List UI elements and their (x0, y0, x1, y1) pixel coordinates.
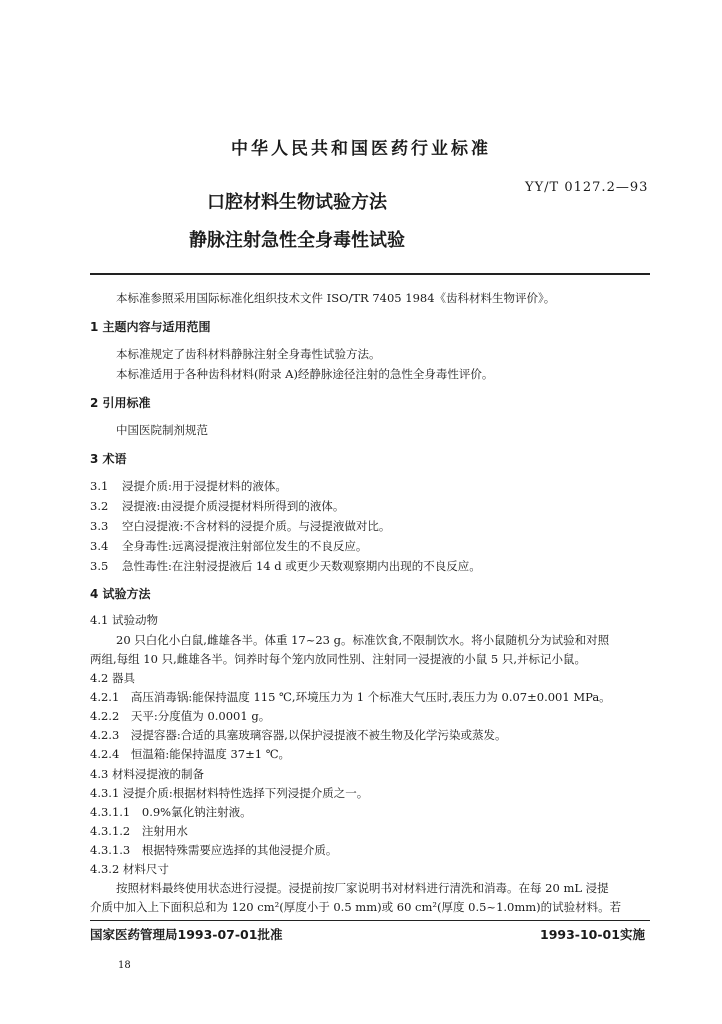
medium-item (90, 804, 252, 820)
apparatus-text: 恒温箱:能保持温度 37±1 ℃。 (130, 747, 291, 761)
term-number: 3.1 (90, 479, 109, 493)
term-number: 3.2 (90, 499, 109, 513)
standard-code: YY/T 0127.2—93 (525, 180, 649, 195)
medium-number: 4.3.1.1 (90, 805, 131, 819)
page-number: 18 (118, 960, 131, 971)
term-text: 全身毒性:远离浸提液注射部位发生的不良反应。 (121, 539, 368, 553)
term-number: 3.4 (90, 539, 109, 553)
subsection-4-1-heading: 4.1 试验动物 (90, 613, 158, 627)
apparatus-item (90, 708, 270, 724)
medium-number: 4.3.1.2 (90, 824, 131, 838)
medium-text: 根据特殊需要应选择的其他浸提介质。 (141, 843, 338, 857)
term-number: 3.5 (90, 559, 109, 573)
apparatus-item (90, 689, 611, 705)
approval-note: 国家医药管理局1993-07-01批准 (90, 927, 283, 942)
subsection-4-1-paragraph-line2: 两组,每组 10 只,雌雄各半。饲养时每个笼内放同性别、注射同一浸提液的小鼠 5 只,并标记小鼠。 (90, 652, 587, 666)
document-title-line2: 静脉注射急性全身毒性试验 (189, 230, 405, 251)
intro-paragraph: 本标准参照采用国际标准化组织技术文件 ISO/TR 7405 1984《齿科材料生物评价》。 (116, 291, 556, 305)
term-item (90, 478, 287, 494)
section-2-heading: 2 引用标准 (90, 396, 151, 410)
apparatus-number: 4.2.2 (90, 709, 120, 723)
subsection-4-3-2-heading: 4.3.2 材料尺寸 (90, 862, 169, 876)
medium-item (90, 823, 188, 839)
subsection-4-3-1-heading: 4.3.1 浸提介质:根据材料特性选择下列浸提介质之一。 (90, 786, 369, 800)
term-text: 空白浸提液:不含材料的浸提介质。与浸提液做对比。 (121, 519, 391, 533)
section-2-paragraph-1: 中国医院制剂规范 (116, 423, 208, 437)
apparatus-number: 4.2.3 (90, 728, 120, 742)
apparatus-item (90, 746, 290, 762)
subsection-4-2-heading: 4.2 器具 (90, 671, 135, 685)
subsection-4-3-heading: 4.3 材料浸提液的制备 (90, 767, 204, 781)
term-text: 浸提液:由浸提介质浸提材料所得到的液体。 (121, 499, 345, 513)
title-divider (90, 273, 650, 275)
apparatus-number: 4.2.1 (90, 690, 120, 704)
term-item (90, 498, 344, 514)
apparatus-text: 浸提容器:合适的具塞玻璃容器,以保护浸提液不被生物及化学污染或蒸发。 (130, 728, 507, 742)
section-4-heading: 4 试验方法 (90, 587, 151, 601)
medium-number: 4.3.1.3 (90, 843, 131, 857)
footer-divider (90, 920, 650, 921)
medium-text: 注射用水 (141, 824, 188, 838)
subsection-4-3-2-paragraph-line2: 介质中加入上下面积总和为 120 cm²(厚度小于 0.5 mm)或 60 cm²(厚度 0.5~1.0mm)的试验材料。若 (90, 900, 622, 914)
term-text: 浸提介质:用于浸提材料的液体。 (121, 479, 287, 493)
apparatus-item (90, 727, 506, 743)
document-title-line1: 口腔材料生物试验方法 (207, 192, 387, 213)
apparatus-number: 4.2.4 (90, 747, 120, 761)
apparatus-text: 高压消毒锅:能保持温度 115 ℃,环境压力为 1 个标准大气压时,表压力为 0.07±0.001 MPa。 (130, 690, 611, 704)
section-3-heading: 3 术语 (90, 452, 127, 466)
apparatus-text: 天平:分度值为 0.0001 g。 (130, 709, 271, 723)
section-1-heading: 1 主题内容与适用范围 (90, 320, 211, 334)
effective-date-note: 1993-10-01实施 (540, 927, 645, 942)
term-item (90, 538, 367, 554)
term-text: 急性毒性:在注射浸提液后 14 d 或更少天数观察期内出现的不良反应。 (121, 559, 481, 573)
medium-text: 0.9%氯化钠注射液。 (141, 805, 252, 819)
standard-category-heading: 中华人民共和国医药行业标准 (231, 139, 491, 159)
subsection-4-1-paragraph-line1: 20 只白化小白鼠,雌雄各半。体重 17~23 g。标准饮食,不限制饮水。将小鼠随机分为试验和对照 (116, 633, 610, 647)
section-1-paragraph-1: 本标准规定了齿科材料静脉注射全身毒性试验方法。 (116, 347, 381, 361)
term-item (90, 518, 390, 534)
section-1-paragraph-2: 本标准适用于各种齿科材料(附录 A)经静脉途径注射的急性全身毒性评价。 (116, 367, 494, 381)
medium-item (90, 842, 337, 858)
subsection-4-3-2-paragraph-line1: 按照材料最终使用状态进行浸提。浸提前按厂家说明书对材料进行清洗和消毒。在每 20 mL 浸提 (116, 881, 609, 895)
term-item (90, 558, 481, 574)
term-number: 3.3 (90, 519, 109, 533)
